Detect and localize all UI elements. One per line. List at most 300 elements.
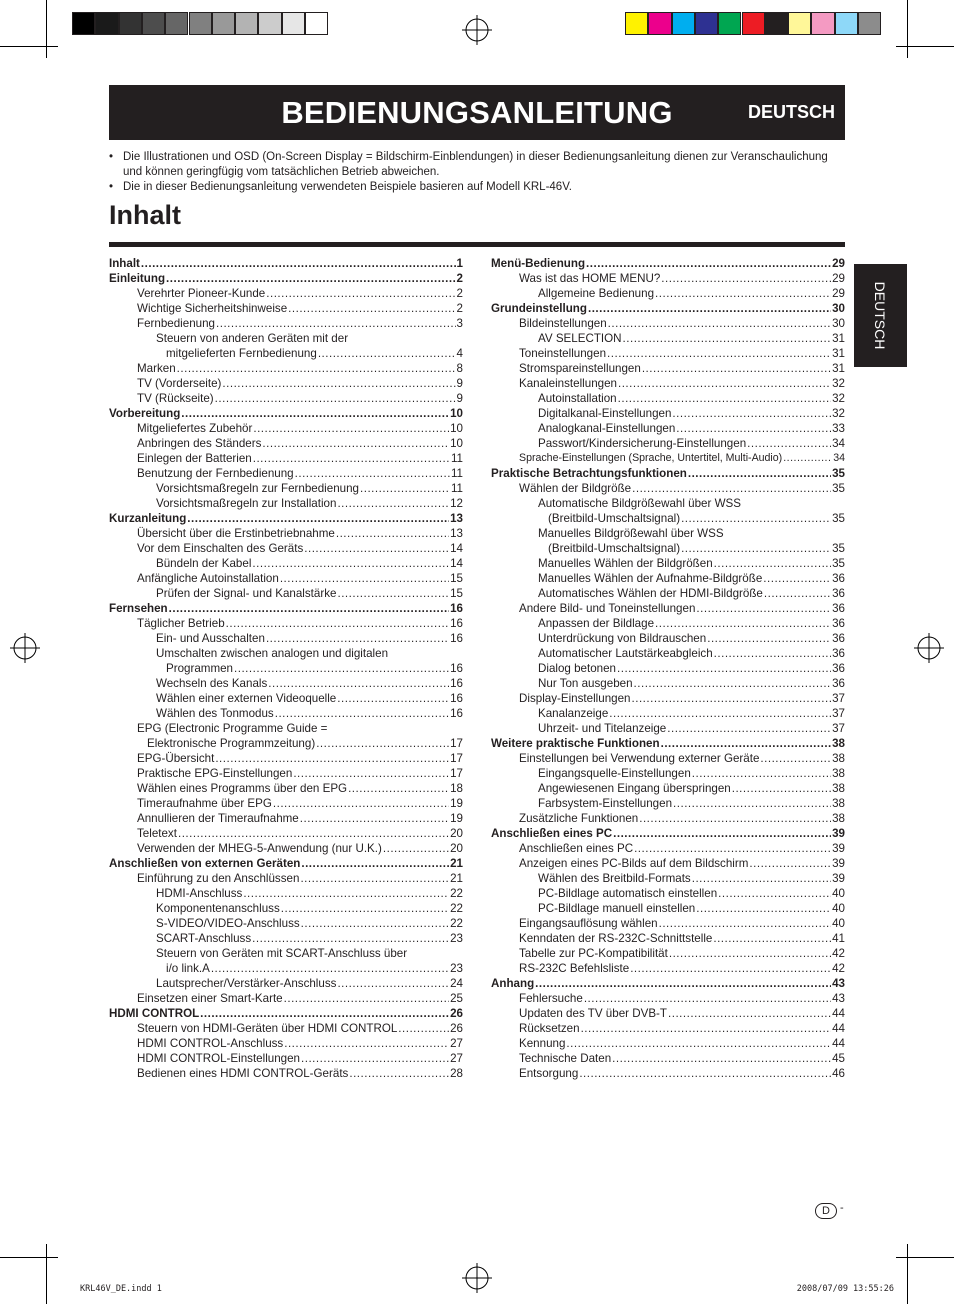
toc-entry-title: Wählen des Tonmodus: [156, 707, 274, 720]
toc-entry-title: Vor dem Einschalten des Geräts: [137, 542, 304, 555]
toc-entry-title: Dialog betonen: [538, 662, 616, 675]
toc-leader-dots: [337, 586, 449, 601]
color-swatch: [95, 12, 118, 35]
toc-entry-title: Automatischer Lautstärkeabgleich: [538, 647, 713, 660]
toc-leader-dots: [632, 481, 831, 496]
toc-page-number: 20: [450, 827, 463, 840]
toc-entry-title: Stromspareinstellungen: [519, 362, 641, 375]
toc-page-number: 14: [450, 542, 463, 555]
bullet-icon: •: [109, 181, 114, 193]
toc-page-number: 26: [450, 1022, 463, 1035]
toc-leader-dots: [169, 601, 449, 616]
color-swatch: [811, 12, 834, 35]
toc-entry: [491, 556, 845, 571]
toc-leader-dots: [760, 751, 831, 766]
toc-entry: [109, 1036, 463, 1051]
crop-mark: [896, 46, 954, 47]
toc-leader-dots: [612, 1051, 831, 1066]
toc-leader-dots: [639, 811, 831, 826]
toc-entry-title: i/o link.A: [166, 962, 210, 975]
toc-page-number: 2: [456, 302, 463, 315]
toc-page-number: 40: [832, 902, 845, 915]
toc-entry-title: Wählen des Breitbild-Formats: [538, 872, 691, 885]
toc-leader-dots: [253, 421, 449, 436]
toc-entry: [109, 571, 463, 586]
toc-leader-dots: [655, 616, 831, 631]
toc-entry-title: Rücksetzen: [519, 1022, 580, 1035]
toc-entry: [491, 481, 845, 496]
toc-entry: [109, 661, 463, 676]
toc-leader-dots: [617, 661, 831, 676]
toc-leader-dots: [608, 316, 831, 331]
language-side-tab: [854, 264, 907, 367]
color-swatch: [258, 12, 281, 35]
toc-entry-title: Kenndaten der RS-232C-Schnittstelle: [519, 932, 713, 945]
toc-leader-dots: [713, 931, 831, 946]
toc-page-number: 2: [456, 272, 463, 285]
toc-leader-dots: [676, 421, 831, 436]
toc-page-number: 16: [450, 662, 463, 675]
toc-entry: [491, 616, 845, 631]
toc-entry-title: Automatische Bildgrößewahl über WSS: [538, 497, 741, 510]
color-swatch: [282, 12, 305, 35]
toc-page-number: 23: [450, 962, 463, 975]
toc-entry-title: Eingangsquelle-Einstellungen: [538, 767, 691, 780]
toc-entry: [109, 736, 463, 751]
toc-leader-dots: [692, 871, 831, 886]
toc-entry-title: Prüfen der Signal- und Kanalstärke: [156, 587, 337, 600]
toc-page-number: 39: [832, 842, 845, 855]
toc-entry: [491, 721, 845, 736]
toc-entry-title: Bildeinstellungen: [519, 317, 607, 330]
toc-leader-dots: [669, 946, 831, 961]
toc-leader-dots: [696, 901, 831, 916]
toc-page-number: 13: [450, 527, 463, 540]
registration-mark: [914, 633, 944, 663]
toc-entry-title: TV (Rückseite): [137, 392, 214, 405]
toc-entry: [491, 751, 845, 766]
toc-entry: [109, 751, 463, 766]
toc-leader-dots: [398, 1021, 449, 1036]
toc-entry-title: Täglicher Betrieb: [137, 617, 225, 630]
toc-entry: [109, 616, 463, 631]
toc-left-column: [109, 256, 463, 1081]
toc-entry-title: Einleitung: [109, 272, 166, 285]
toc-page-number: 18: [450, 782, 463, 795]
toc-entry: [491, 256, 845, 271]
toc-entry-title: Farbsystem-Einstellungen: [538, 797, 673, 810]
toc-leader-dots: [634, 676, 832, 691]
toc-entry: [109, 331, 463, 346]
toc-leader-dots: [216, 316, 456, 331]
toc-entry-title: AV SELECTION: [538, 332, 622, 345]
toc-entry: [491, 526, 845, 541]
toc-page-number: 42: [832, 947, 845, 960]
toc-entry: [109, 916, 463, 931]
toc-entry: [491, 796, 845, 811]
toc-page-number: 17: [450, 737, 463, 750]
toc-entry: [109, 781, 463, 796]
toc-entry: [109, 451, 463, 466]
toc-page-number: 30: [832, 302, 845, 315]
toc-entry-title: Analogkanal-Einstellungen: [538, 422, 676, 435]
toc-entry-title: HDMI CONTROL-Einstellungen: [137, 1052, 301, 1065]
toc-leader-dots: [337, 496, 449, 511]
toc-leader-dots: [579, 1066, 831, 1081]
toc-entry: [491, 826, 845, 841]
toc-entry: [491, 346, 845, 361]
toc-entry: [109, 1006, 463, 1021]
toc-page-number: 37: [832, 692, 845, 705]
toc-leader-dots: [268, 676, 449, 691]
toc-page-number: 43: [832, 977, 845, 990]
toc-entry-title: Fehlersuche: [519, 992, 583, 1005]
toc-entry: [109, 826, 463, 841]
toc-page-number: 28: [450, 1067, 463, 1080]
crop-mark: [896, 1257, 954, 1258]
registration-mark: [10, 633, 40, 663]
color-swatch: [142, 12, 165, 35]
toc-page-number: 24: [450, 977, 463, 990]
toc-leader-dots: [177, 361, 456, 376]
toc-entry-title: TV (Vorderseite): [137, 377, 222, 390]
toc-entry-title: Anfängliche Autoinstallation: [137, 572, 279, 585]
toc-entry: [491, 841, 845, 856]
toc-entry-title: Anpassen der Bildlage: [538, 617, 655, 630]
toc-page-number: 9: [456, 392, 463, 405]
toc-entry: [109, 586, 463, 601]
toc-page-number: 29: [832, 272, 845, 285]
toc-leader-dots: [673, 796, 831, 811]
toc-page-number: 21: [450, 872, 463, 885]
toc-right-column: [491, 256, 845, 1081]
color-swatch: [835, 12, 858, 35]
toc-entry: [491, 511, 845, 526]
toc-page-number: 36: [832, 662, 845, 675]
toc-entry-title: Eingangsauflösung wählen: [519, 917, 658, 930]
toc-entry: [109, 271, 463, 286]
toc-leader-dots: [226, 616, 449, 631]
toc-leader-dots: [318, 346, 456, 361]
toc-entry: [109, 976, 463, 991]
toc-entry-title: Vorsichtsmaßregeln zur Installation: [156, 497, 337, 510]
color-swatch: [672, 12, 695, 35]
toc-leader-dots: [349, 1066, 449, 1081]
toc-page-number: 16: [450, 677, 463, 690]
toc-leader-dots: [630, 961, 831, 976]
toc-entry: [491, 1051, 845, 1066]
toc-entry: [491, 331, 845, 346]
toc-entry: [109, 856, 463, 871]
page-dash: -: [840, 1202, 844, 1214]
toc-leader-dots: [281, 901, 449, 916]
toc-leader-dots: [284, 991, 449, 1006]
toc-page-number: 1: [456, 257, 463, 270]
toc-page-number: 31: [832, 347, 845, 360]
toc-entry-title: Automatisches Wählen der HDMI-Bildgröße: [538, 587, 763, 600]
toc-entry: [109, 631, 463, 646]
toc-entry: [109, 301, 463, 316]
toc-leader-dots: [243, 886, 449, 901]
toc-entry: [109, 496, 463, 511]
toc-entry: [109, 436, 463, 451]
toc-page-number: 16: [450, 617, 463, 630]
toc-leader-dots: [618, 391, 831, 406]
toc-entry: [491, 631, 845, 646]
toc-page-number: 46: [832, 1067, 845, 1080]
toc-page-number: 35: [832, 542, 845, 555]
toc-page-number: 21: [450, 857, 463, 870]
toc-entry-title: Einführung zu den Anschlüssen: [137, 872, 300, 885]
toc-entry-title: EPG (Electronic Programme Guide =: [137, 722, 328, 735]
toc-entry-title: Weitere praktische Funktionen: [491, 737, 660, 750]
toc-page-number: 44: [832, 1007, 845, 1020]
toc-entry-title: Ein- und Ausschalten: [156, 632, 265, 645]
toc-page-number: 2: [456, 287, 463, 300]
toc-leader-dots: [681, 511, 831, 526]
toc-entry-title: Updaten des TV über DVB-T: [519, 1007, 668, 1020]
toc-entry-title: Wählen eines Programms über den EPG: [137, 782, 348, 795]
language-label: DEUTSCH: [747, 102, 835, 122]
toc-leader-dots: [688, 466, 831, 481]
toc-leader-dots: [642, 361, 831, 376]
toc-entry: [491, 676, 845, 691]
toc-page-number: 16: [450, 632, 463, 645]
toc-leader-dots: [763, 571, 831, 586]
toc-entry: [491, 1066, 845, 1081]
toc-entry-title: Praktische Betrachtungsfunktionen: [491, 467, 687, 480]
color-swatch: [788, 12, 811, 35]
footer-filename: KRL46V_DE.indd 1: [80, 1284, 162, 1294]
toc-entry-title: Wählen einer externen Videoquelle: [156, 692, 337, 705]
toc-leader-dots: [634, 841, 831, 856]
toc-page-number: 45: [832, 1052, 845, 1065]
toc-page-number: 27: [450, 1052, 463, 1065]
toc-entry-title: EPG-Übersicht: [137, 752, 215, 765]
toc-entry: [491, 811, 845, 826]
toc-page-number: 16: [450, 602, 463, 615]
toc-leader-dots: [284, 1036, 449, 1051]
toc-entry-title: Wechseln des Kanals: [156, 677, 268, 690]
toc-page-number: 23: [450, 932, 463, 945]
toc-page-number: 36: [832, 602, 845, 615]
toc-page-number: 4: [456, 347, 463, 360]
side-tab-label: DEUTSCH: [872, 281, 889, 350]
toc-page-number: 40: [832, 887, 845, 900]
toc-entry-title: Grundeinstellung: [491, 302, 587, 315]
toc-leader-dots: [275, 706, 449, 721]
toc-page-number: 11: [450, 452, 463, 465]
toc-leader-dots: [692, 766, 831, 781]
toc-page-number: 19: [450, 797, 463, 810]
toc-entry: [109, 796, 463, 811]
toc-page-number: 39: [832, 827, 845, 840]
toc-page-number: 15: [450, 587, 463, 600]
toc-entry: [109, 556, 463, 571]
toc-entry: [109, 931, 463, 946]
toc-entry: [491, 916, 845, 931]
toc-entry: [491, 766, 845, 781]
toc-leader-dots: [681, 541, 831, 556]
toc-page-number: 38: [832, 782, 845, 795]
toc-entry: [109, 766, 463, 781]
toc-entry: [491, 496, 845, 511]
toc-entry: [109, 886, 463, 901]
toc-page-number: 36: [832, 572, 845, 585]
toc-entry: [109, 946, 463, 961]
toc-entry: [109, 706, 463, 721]
toc-entry-title: Manuelles Wählen der Aufnahme-Bildgröße: [538, 572, 763, 585]
toc-entry: [491, 871, 845, 886]
toc-entry: [109, 901, 463, 916]
toc-leader-dots: [747, 436, 831, 451]
note-text: Die in dieser Bedienungsanleitung verwendeten Beispiele basieren auf Modell KRL-46V.: [123, 181, 573, 193]
toc-entry-title: Autoinstallation: [538, 392, 617, 405]
toc-entry: [491, 586, 845, 601]
toc-leader-dots: [295, 466, 450, 481]
toc-entry: [109, 286, 463, 301]
toc-page-number: 20: [450, 842, 463, 855]
toc-entry: [491, 646, 845, 661]
toc-entry-title: (Breitbild-Umschaltsignal): [548, 542, 681, 555]
note-text: Die Illustrationen und OSD (On-Screen Display = Bildschirm-Einblendungen) in dieser Bedienungsanleitung dienen zur Veranschaulichung und können geringfügig vom tatsächlichen Betrieb abweichen.: [123, 151, 828, 178]
toc-page-number: 9: [456, 377, 463, 390]
toc-page-number: 44: [832, 1037, 845, 1050]
toc-page-number: 22: [450, 887, 463, 900]
toc-entry-title: Inhalt: [109, 257, 140, 270]
toc-entry-title: Angewiesenen Eingang überspringen: [538, 782, 731, 795]
crop-mark: [0, 46, 58, 47]
toc-leader-dots: [187, 511, 449, 526]
toc-leader-dots: [301, 916, 449, 931]
toc-entry: [491, 571, 845, 586]
toc-entry-title: (Breitbild-Umschaltsignal): [548, 512, 681, 525]
toc-leader-dots: [215, 751, 449, 766]
toc-leader-dots: [273, 796, 449, 811]
toc-page-number: 36: [832, 617, 845, 630]
toc-entry: [109, 376, 463, 391]
toc-entry: [109, 991, 463, 1006]
toc-page-number: 35: [832, 557, 845, 570]
color-swatch: [858, 12, 881, 35]
toc-page-number: 11: [450, 467, 463, 480]
toc-page-number: 22: [450, 902, 463, 915]
toc-leader-dots: [336, 526, 449, 541]
toc-entry: [109, 421, 463, 436]
toc-leader-dots: [783, 451, 832, 466]
toc-page-number: 36: [832, 587, 845, 600]
toc-leader-dots: [222, 376, 455, 391]
toc-entry: [109, 601, 463, 616]
toc-entry: [491, 1021, 845, 1036]
toc-leader-dots: [732, 781, 831, 796]
toc-page-number: 38: [832, 797, 845, 810]
toc-entry-title: PC-Bildlage automatisch einstellen: [538, 887, 718, 900]
toc-entry-title: Wählen der Bildgröße: [519, 482, 632, 495]
toc-leader-dots: [655, 286, 831, 301]
toc-page-number: 32: [832, 377, 845, 390]
toc-leader-dots: [304, 541, 449, 556]
toc-page-number: 10: [450, 422, 463, 435]
toc-entry: [109, 676, 463, 691]
toc-leader-dots: [252, 556, 449, 571]
toc-leader-dots: [300, 871, 449, 886]
toc-leader-dots: [293, 766, 449, 781]
toc-entry-title: mitgelieferten Fernbedienung: [166, 347, 317, 360]
toc-entry-title: RS-232C Befehlsliste: [519, 962, 630, 975]
toc-entry: [109, 961, 463, 976]
toc-entry-title: Kanalanzeige: [538, 707, 609, 720]
toc-entry-title: Fernsehen: [109, 602, 168, 615]
toc-entry-title: Einlegen der Batterien: [137, 452, 252, 465]
registration-mark: [462, 1263, 492, 1293]
toc-page-number: 10: [450, 407, 463, 420]
color-swatch: [119, 12, 142, 35]
toc-leader-dots: [707, 631, 831, 646]
toc-entry-title: Vorsichtsmaßregeln zur Fernbedienung: [156, 482, 359, 495]
toc-entry: [109, 691, 463, 706]
toc-page-number: 11: [450, 482, 463, 495]
toc-entry: [109, 541, 463, 556]
toc-entry: [109, 406, 463, 421]
toc-page-number: 16: [450, 692, 463, 705]
toc-entry-title: Anzeigen eines PC-Bilds auf dem Bildschirm: [519, 857, 749, 870]
toc-entry-title: Anhang: [491, 977, 535, 990]
toc-page-number: 12: [450, 497, 463, 510]
toc-entry-title: Passwort/Kindersicherung-Einstellungen: [538, 437, 747, 450]
toc-entry-title: Umschalten zwischen analogen und digitalen: [156, 647, 389, 660]
toc-page-number: 26: [450, 1007, 463, 1020]
toc-entry-title: Steuern von anderen Geräten mit der: [156, 332, 349, 345]
color-swatch: [235, 12, 258, 35]
toc-leader-dots: [714, 646, 831, 661]
toc-page-number: 36: [832, 632, 845, 645]
toc-page-number: 39: [832, 857, 845, 870]
toc-leader-dots: [383, 841, 449, 856]
toc-entry: [109, 1021, 463, 1036]
color-swatch: [165, 12, 188, 35]
toc-entry: [491, 541, 845, 556]
toc-leader-dots: [613, 826, 831, 841]
toc-entry-title: Kurzanleitung: [109, 512, 187, 525]
toc-entry-title: Was ist das HOME MENU?: [519, 272, 661, 285]
toc-entry: [491, 451, 845, 466]
note-item: [109, 180, 829, 195]
toc-entry: [491, 901, 845, 916]
toc-page-number: 14: [450, 557, 463, 570]
toc-entry-title: Technische Daten: [519, 1052, 612, 1065]
toc-leader-dots: [280, 571, 449, 586]
toc-entry: [109, 721, 463, 736]
toc-page-number: 44: [832, 1022, 845, 1035]
toc-entry-title: Kanaleinstellungen: [519, 377, 617, 390]
color-swatch: [305, 12, 328, 35]
toc-leader-dots: [668, 1006, 831, 1021]
toc-leader-dots: [200, 1006, 449, 1021]
toc-entry-title: Verehrter Pioneer-Kunde: [137, 287, 266, 300]
toc-page-number: 36: [832, 647, 845, 660]
toc-leader-dots: [337, 976, 449, 991]
toc-entry-title: Anschließen eines PC: [491, 827, 613, 840]
color-swatch: [189, 12, 212, 35]
toc-page-number: 34: [832, 437, 845, 450]
toc-entry-title: Wichtige Sicherheitshinweise: [137, 302, 288, 315]
toc-entry: [491, 601, 845, 616]
toc-entry: [491, 406, 845, 421]
toc-entry: [491, 856, 845, 871]
toc-page-number: 27: [450, 1037, 463, 1050]
toc-entry-title: Anschließen von externen Geräten: [109, 857, 301, 870]
